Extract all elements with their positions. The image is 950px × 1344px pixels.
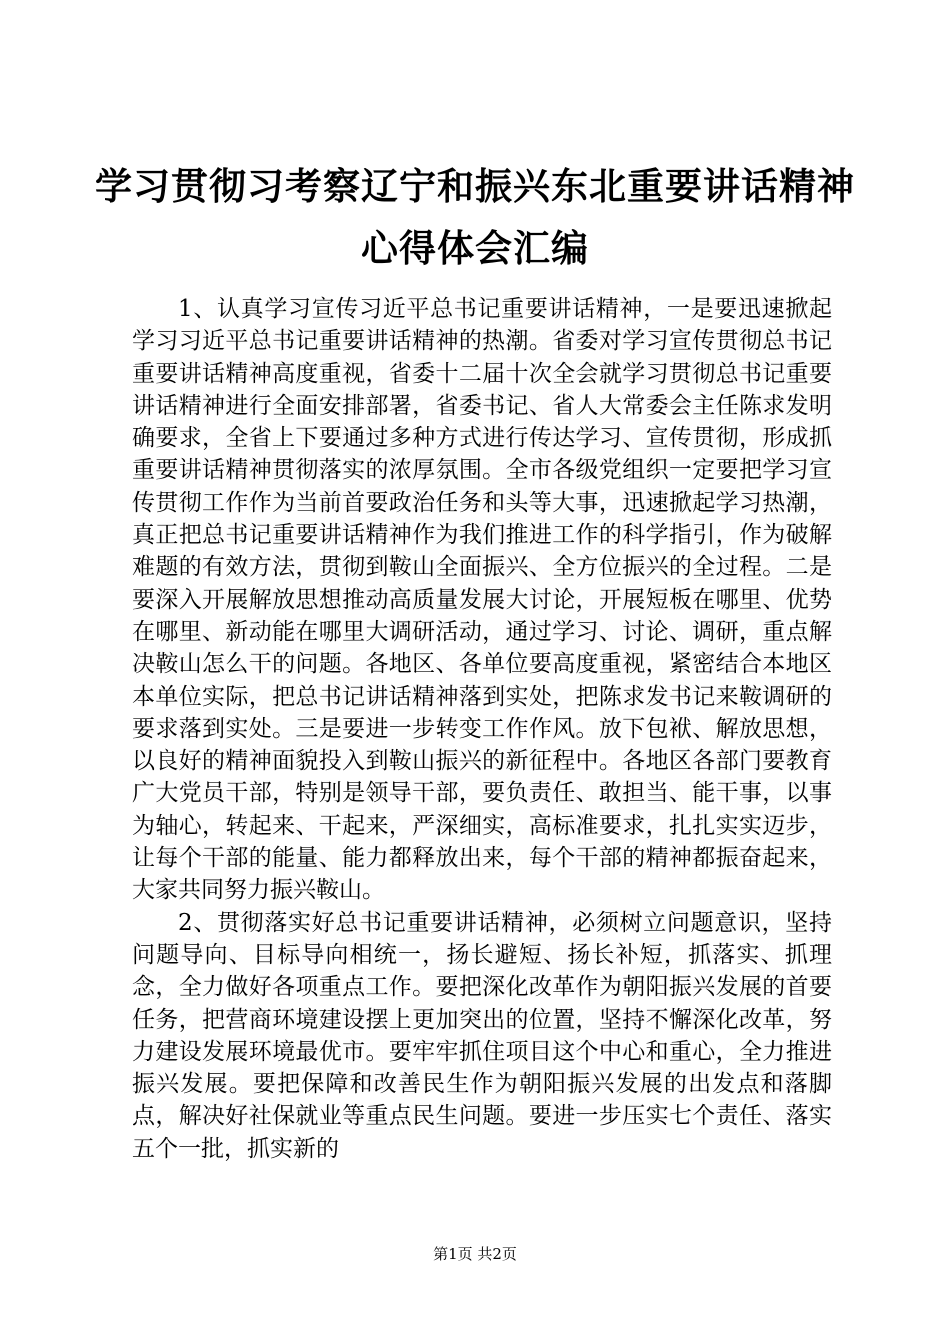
document-body: [132, 293, 832, 1165]
document-title-line1: 学习贯彻习考察辽宁和振兴东北重要讲话精神: [95, 164, 855, 208]
paragraph-1: 1、认真学习宣传习近平总书记重要讲话精神，一是要迅速掀起学习习近平总书记重要讲话精神的热潮。省委对学习宣传贯彻总书记重要讲话精神高度重视，省委十二届十次全会就学习贯彻总书记重要讲话精神进行全面安排部署，省委书记、省人大常委会主任陈求发明确要求，全省上下要通过多种方式进行传达学习、宣传贯彻，形成抓重要讲话精神贯彻落实的浓厚氛围。全市各级党组织一定要把学习宣传贯彻工作作为当前首要政治任务和头等大事，迅速掀起学习热潮，真正把总书记重要讲话精神作为我们推进工作的科学指引，作为破解难题的有效方法，贯彻到鞍山全面振兴、全方位振兴的全过程。二是要深入开展解放思想推动高质量发展大讨论，开展短板在哪里、优势在哪里、新动能在哪里大调研活动，通过学习、讨论、调研，重点解决鞍山怎么干的问题。各地区、各单位要高度重视，紧密结合本地区本单位实际，把总书记讲话精神落到实处，把陈求发书记来鞍调研的要求落到实处。三是要进一步转变工作作风。放下包袱、解放思想，以良好的精神面貌投入到鞍山振兴的新征程中。各地区各部门要教育广大党员干部，特别是领导干部，要负责任、敢担当、能干事，以事为轴心，转起来、干起来，严深细实，高标准要求，扎扎实实迈步，让每个干部的能量、能力都释放出来，每个干部的精神都振奋起来，大家共同努力振兴鞍山。: [132, 296, 832, 904]
paragraph-2: 2、贯彻落实好总书记重要讲话精神，必须树立问题意识，坚持问题导向、目标导向相统一，扬长避短、扬长补短，抓落实、抓理念，全力做好各项重点工作。要把深化改革作为朝阳振兴发展的首要任务，把营商环境建设摆上更加突出的位置，坚持不懈深化改革，努力建设发展环境最优市。要牢牢抓住项目这个中心和重心，全力推进振兴发展。要把保障和改善民生作为朝阳振兴发展的出发点和落脚点，解决好社保就业等重点民生问题。要进一步压实七个责任、落实五个一批，抓实新的: [132, 909, 832, 1162]
page-number-footer: 第1页 共2页: [433, 1245, 517, 1263]
document-title-line2: 心得体会汇编: [361, 226, 589, 270]
